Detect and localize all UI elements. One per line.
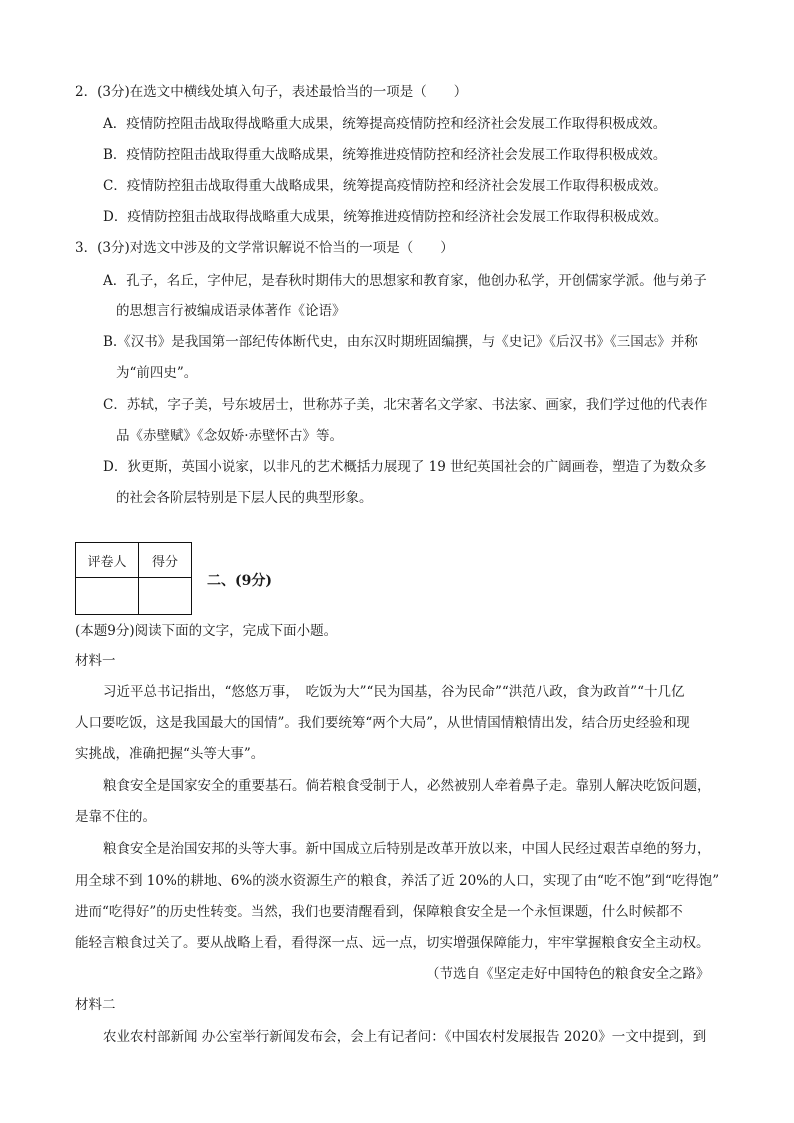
question-3-stem: 3．(3分)对选文中涉及的文学常识解说不恰当的一项是（ ） [75, 240, 454, 256]
material-1-line-2: 人口要吃饭，这是我国最大的国情”。我们要统筹“两个大局”，从世情国情粮情出发，结合历史经验和现 [75, 715, 690, 731]
material-1-line-7: 用全球不到 10%的耕地、6%的淡水资源生产的粮食，养活了近 20%的人口，实现了由“吃不饱”到“吃得饱” [75, 873, 720, 889]
question-2-option-a: A．疫情防控阻击战取得战略重大成果，统筹提高疫情防控和经济社会发展工作取得积极成效。 [103, 116, 667, 132]
section-intro: (本题9分)阅读下面的文字，完成下面小题。 [75, 623, 338, 639]
score-cell [139, 578, 192, 615]
grader-label: 评卷人 [76, 543, 139, 578]
question-3-option-c-line2: 品《赤壁赋》《念奴娇·赤壁怀古》等。 [116, 428, 344, 444]
material-1-line-6: 粮食安全是治国安邦的头等大事。新中国成立后特别是改革开放以来，中国人民经过艰苦卓绝的努力， [103, 841, 711, 857]
question-3-option-d-line2: 的社会各阶层特别是下层人民的典型形象。 [116, 490, 373, 506]
question-2-option-c: C．疫情防控狙击战取得重大战略成果，统筹提高疫情防控和经济社会发展工作取得积极成效。 [103, 178, 667, 194]
score-box [75, 542, 192, 615]
material-1-line-4: 粮食安全是国家安全的重要基石。倘若粮食受制于人，必然被别人牵着鼻子走。靠别人解决吃饭问题， [103, 778, 711, 794]
section-heading: 二、(9分) [207, 573, 272, 589]
grader-cell [76, 578, 139, 615]
material-2-line-1: 农业农村部新闻 办公室举行新闻发布会，会上有记者问：《中国农村发展报告 2020》一文中提到，到 [103, 1029, 707, 1045]
question-3-option-b-line1: B.《汉书》是我国第一部纪传体断代史，由东汉时期班固编撰，与《史记》《后汉书》《三国志》并称 [103, 334, 698, 350]
question-3-option-d-line1: D．狄更斯，英国小说家，以非凡的艺术概括力展现了 19 世纪英国社会的广阔画卷，塑造了为数众多 [103, 459, 707, 475]
material-1-line-1: 习近平总书记指出，“悠悠万事， 吃饭为大”“民为国基，谷为民命”“洪范八政，食为政首”“十几亿 [103, 684, 685, 700]
question-2-option-b: B．疫情防控阻击战取得重大战略成果，统筹推进疫情防控和经济社会发展工作取得积极成效。 [103, 147, 667, 163]
question-3-option-a-line1: A．孔子，名丘，字仲尼，是春秋时期伟大的思想家和教育家，他创办私学，开创儒家学派。他与弟子 [103, 273, 707, 289]
question-2-option-d: D．疫情防控狙击战取得战略重大成果，统筹推进疫情防控和经济社会发展工作取得积极成效。 [103, 209, 668, 225]
score-label: 得分 [139, 543, 192, 578]
material-1-line-8: 进而“吃得好”的历史性转变。当然，我们也要清醒看到，保障粮食安全是一个永恒课题，什么时候都不 [75, 904, 683, 920]
material-1-line-3: 实挑战，准确把握“头等大事”。 [75, 746, 265, 762]
question-3-option-b-line2: 为“前四史”。 [116, 365, 198, 381]
question-3-option-c-line1: C．苏轼，字子美，号东坡居士，世称苏子美，北宋著名文学家、书法家、画家，我们学过他的代表作 [103, 397, 708, 413]
material-1-line-9: 能轻言粮食过关了。要从战略上看，看得深一点、远一点，切实增强保障能力，牢牢掌握粮食安全主动权。 [75, 935, 710, 951]
material-1-line-5: 是靠不住的。 [75, 809, 156, 825]
question-3-option-a-line2: 的思想言行被编成语录体著作《论语》 [116, 303, 346, 319]
material-1-label: 材料一 [75, 653, 116, 669]
question-2-stem: 2．(3分)在选文中横线处填入句子，表述最恰当的一项是（ ） [75, 84, 468, 100]
material-2-label: 材料二 [75, 997, 116, 1013]
material-1-source: （节选自《坚定走好中国特色的粮食安全之路》 [426, 966, 710, 982]
